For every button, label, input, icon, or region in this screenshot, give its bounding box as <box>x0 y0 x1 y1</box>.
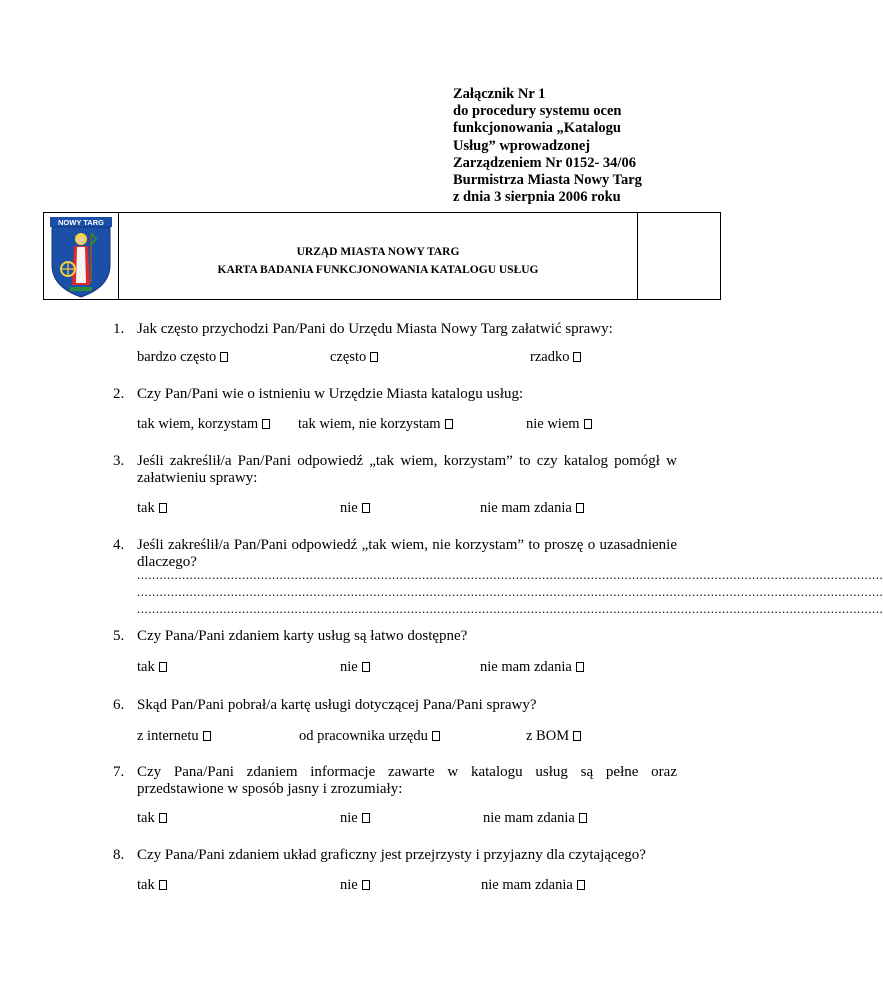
question-number: 6. <box>113 697 125 713</box>
answer-option[interactable]: tak <box>137 810 167 827</box>
answer-option[interactable]: bardzo często <box>137 349 228 366</box>
attachment-line: funkcjonowania „Katalogu <box>453 120 621 137</box>
answer-option[interactable]: od pracownika urzędu <box>299 728 440 745</box>
logo-text: NOWY TARG <box>58 218 104 227</box>
checkbox[interactable] <box>262 419 270 429</box>
office-name: URZĄD MIASTA NOWY TARG <box>296 246 460 258</box>
checkbox[interactable] <box>362 880 370 890</box>
checkbox[interactable] <box>203 731 211 741</box>
question-text: Skąd Pan/Pani pobrał/a kartę usługi dotyczącej Pana/Pani sprawy? <box>137 697 537 713</box>
question-text: Czy Pana/Pani zdaniem informacje zawarte w katalogu usług są pełne oraz przedstawione w sposób jasny i zrozumiały: <box>137 764 677 797</box>
answer-option[interactable]: nie mam zdania <box>481 877 585 894</box>
question-number: 1. <box>113 321 125 337</box>
checkbox[interactable] <box>159 813 167 823</box>
question-number: 7. <box>113 764 125 780</box>
checkbox[interactable] <box>573 731 581 741</box>
answer-option[interactable]: nie <box>340 659 370 676</box>
checkbox[interactable] <box>159 662 167 672</box>
answer-option[interactable]: tak <box>137 500 167 517</box>
attachment-line: z dnia 3 sierpnia 2006 roku <box>453 189 621 206</box>
attachment-note <box>453 86 713 206</box>
checkbox[interactable] <box>159 503 167 513</box>
card-title: KARTA BADANIA FUNKCJONOWANIA KATALOGU USŁUG <box>217 264 539 276</box>
checkbox[interactable] <box>362 813 370 823</box>
checkbox[interactable] <box>362 503 370 513</box>
header-table <box>43 212 721 300</box>
checkbox[interactable] <box>370 352 378 362</box>
checkbox[interactable] <box>159 880 167 890</box>
attachment-line: do procedury systemu ocen <box>453 103 622 120</box>
attachment-line: Załącznik Nr 1 <box>453 86 546 102</box>
answer-option[interactable]: tak <box>137 659 167 676</box>
question-text: Jeśli zakreślił/a Pan/Pani odpowiedź „tak wiem, nie korzystam” to proszę o uzasadnienie dlaczego? <box>137 537 677 570</box>
answer-option[interactable]: tak wiem, nie korzystam <box>298 416 453 433</box>
answer-option[interactable]: nie mam zdania <box>483 810 587 827</box>
checkbox[interactable] <box>573 352 581 362</box>
answer-option[interactable]: często <box>330 349 378 366</box>
header-title <box>118 243 638 279</box>
question-number: 2. <box>113 386 125 402</box>
question-number: 4. <box>113 537 125 553</box>
answer-option[interactable]: tak <box>137 877 167 894</box>
question-text: Jak często przychodzi Pan/Pani do Urzędu Miasta Nowy Targ załatwić sprawy: <box>137 321 613 337</box>
attachment-line: Burmistrza Miasta Nowy Targ <box>453 172 642 189</box>
answer-option[interactable]: nie <box>340 810 370 827</box>
answer-option[interactable]: z BOM <box>526 728 581 745</box>
answer-option[interactable]: nie <box>340 877 370 894</box>
answer-line[interactable]: ....................................................................................................................................................................................................... <box>137 584 883 599</box>
answer-option[interactable]: rzadko <box>530 349 581 366</box>
checkbox[interactable] <box>579 813 587 823</box>
answer-option[interactable]: nie wiem <box>526 416 592 433</box>
attachment-line: Usług” wprowadzonej <box>453 137 591 154</box>
checkbox[interactable] <box>362 662 370 672</box>
checkbox[interactable] <box>576 662 584 672</box>
checkbox[interactable] <box>584 419 592 429</box>
checkbox[interactable] <box>220 352 228 362</box>
checkbox[interactable] <box>576 503 584 513</box>
answer-option[interactable]: z internetu <box>137 728 211 745</box>
question-number: 5. <box>113 628 125 644</box>
attachment-line: Zarządzeniem Nr 0152- 34/06 <box>453 154 636 171</box>
checkbox[interactable] <box>577 880 585 890</box>
coat-of-arms <box>44 213 119 299</box>
question-number: 3. <box>113 453 125 469</box>
answer-option[interactable]: nie <box>340 500 370 517</box>
question-text: Czy Pana/Pani zdaniem karty usług są łatwo dostępne? <box>137 628 468 644</box>
answer-line[interactable]: ....................................................................................................................................................................................................... <box>137 567 883 582</box>
answer-option[interactable]: nie mam zdania <box>480 659 584 676</box>
coat-of-arms-icon <box>44 213 118 299</box>
checkbox[interactable] <box>445 419 453 429</box>
question-text: Jeśli zakreślił/a Pan/Pani odpowiedź „tak wiem, korzystam” to czy katalog pomógł w załatwieniu sprawy: <box>137 453 677 486</box>
question-number: 8. <box>113 847 125 863</box>
answer-line[interactable]: ....................................................................................................................................................................................................... <box>137 601 883 616</box>
answer-option[interactable]: nie mam zdania <box>480 500 584 517</box>
checkbox[interactable] <box>432 731 440 741</box>
question-text: Czy Pan/Pani wie o istnieniu w Urzędzie Miasta katalogu usług: <box>137 386 524 402</box>
answer-option[interactable]: tak wiem, korzystam <box>137 416 270 433</box>
header-right-cell <box>637 213 720 299</box>
question-text: Czy Pana/Pani zdaniem układ graficzny jest przejrzysty i przyjazny dla czytającego? <box>137 847 646 863</box>
